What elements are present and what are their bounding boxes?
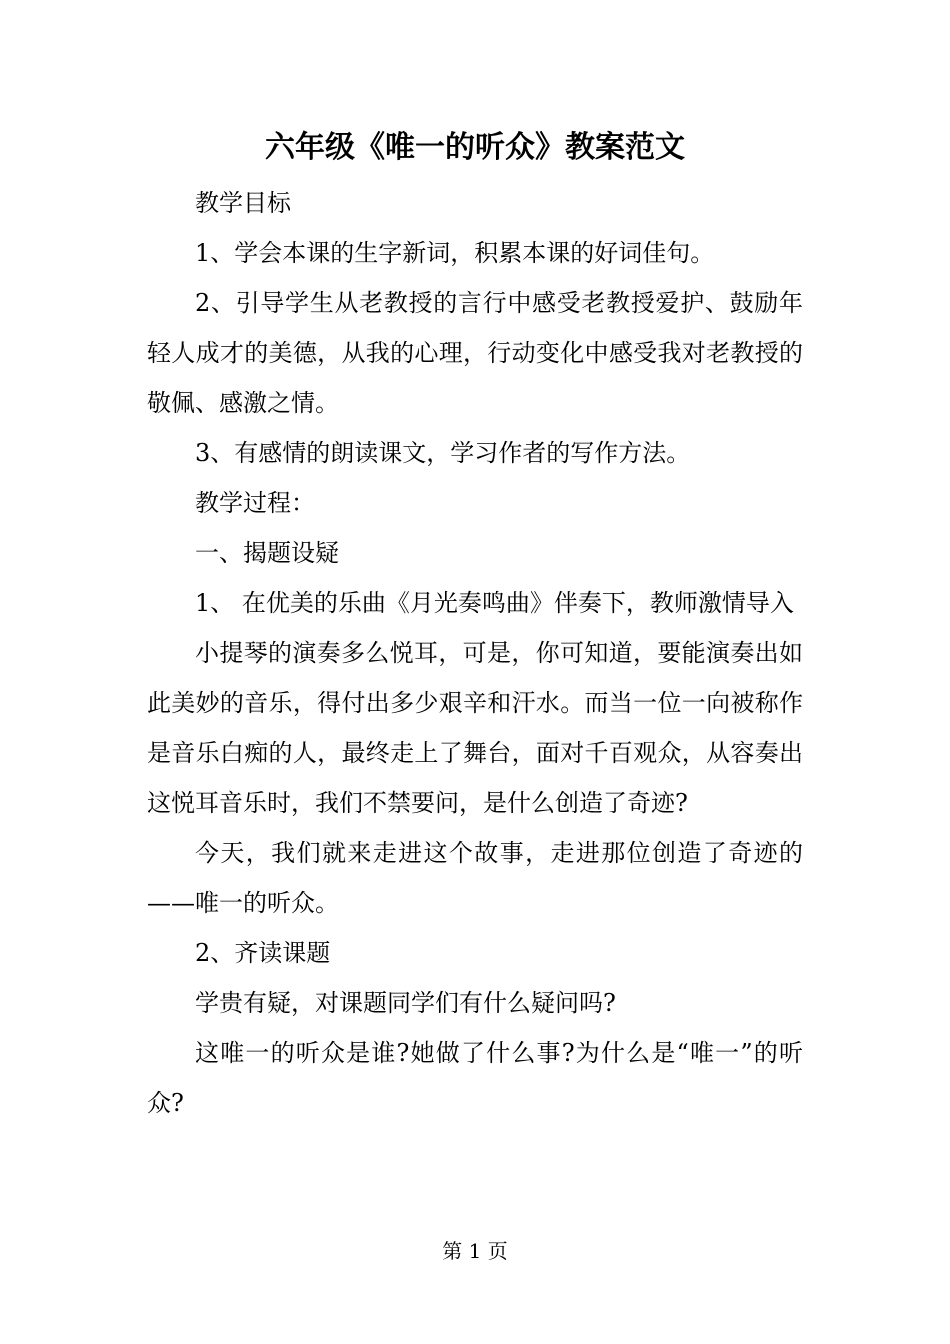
paragraph-objective-2: 2、引导学生从老教授的言行中感受老教授爱护、鼓励年轻人成才的美德，从我的心理，行动变化中感受我对老教授的敬佩、感激之情。 <box>147 289 803 417</box>
section-heading-objectives: 教学目标 <box>195 189 291 217</box>
subsection-heading-1: 一、揭题设疑 <box>195 539 339 567</box>
page-number: 第 1 页 <box>442 1239 508 1263</box>
paragraph-objective-1: 1、学会本课的生字新词，积累本课的好词佳句。 <box>195 239 715 267</box>
paragraph-intro: 小提琴的演奏多么悦耳，可是，你可知道，要能演奏出如此美妙的音乐，得付出多少艰辛和汗水。而当一位一向被称作是音乐白痴的人，最终走上了舞台，面对千百观众，从容奏出这悦耳音乐时，我们不禁要问，是什么创造了奇迹? <box>147 639 803 817</box>
section-heading-process: 教学过程： <box>195 489 315 517</box>
paragraph-today: 今天，我们就来走进这个故事，走进那位创造了奇迹的——唯一的听众。 <box>147 839 803 917</box>
paragraph-step-1: 1、 在优美的乐曲《月光奏鸣曲》伴奏下，教师激情导入 <box>195 589 794 617</box>
paragraph-objective-3: 3、有感情的朗读课文，学习作者的写作方法。 <box>195 439 691 467</box>
paragraph-question-prompt: 学贵有疑，对课题同学们有什么疑问吗? <box>195 989 616 1017</box>
paragraph-step-2: 2、齐读课题 <box>195 939 331 967</box>
document-title: 六年级《唯一的听众》教案范文 <box>265 130 685 165</box>
paragraph-questions: 这唯一的听众是谁?她做了什么事?为什么是“唯一”的听众? <box>147 1039 803 1117</box>
document-body <box>147 178 803 1128</box>
